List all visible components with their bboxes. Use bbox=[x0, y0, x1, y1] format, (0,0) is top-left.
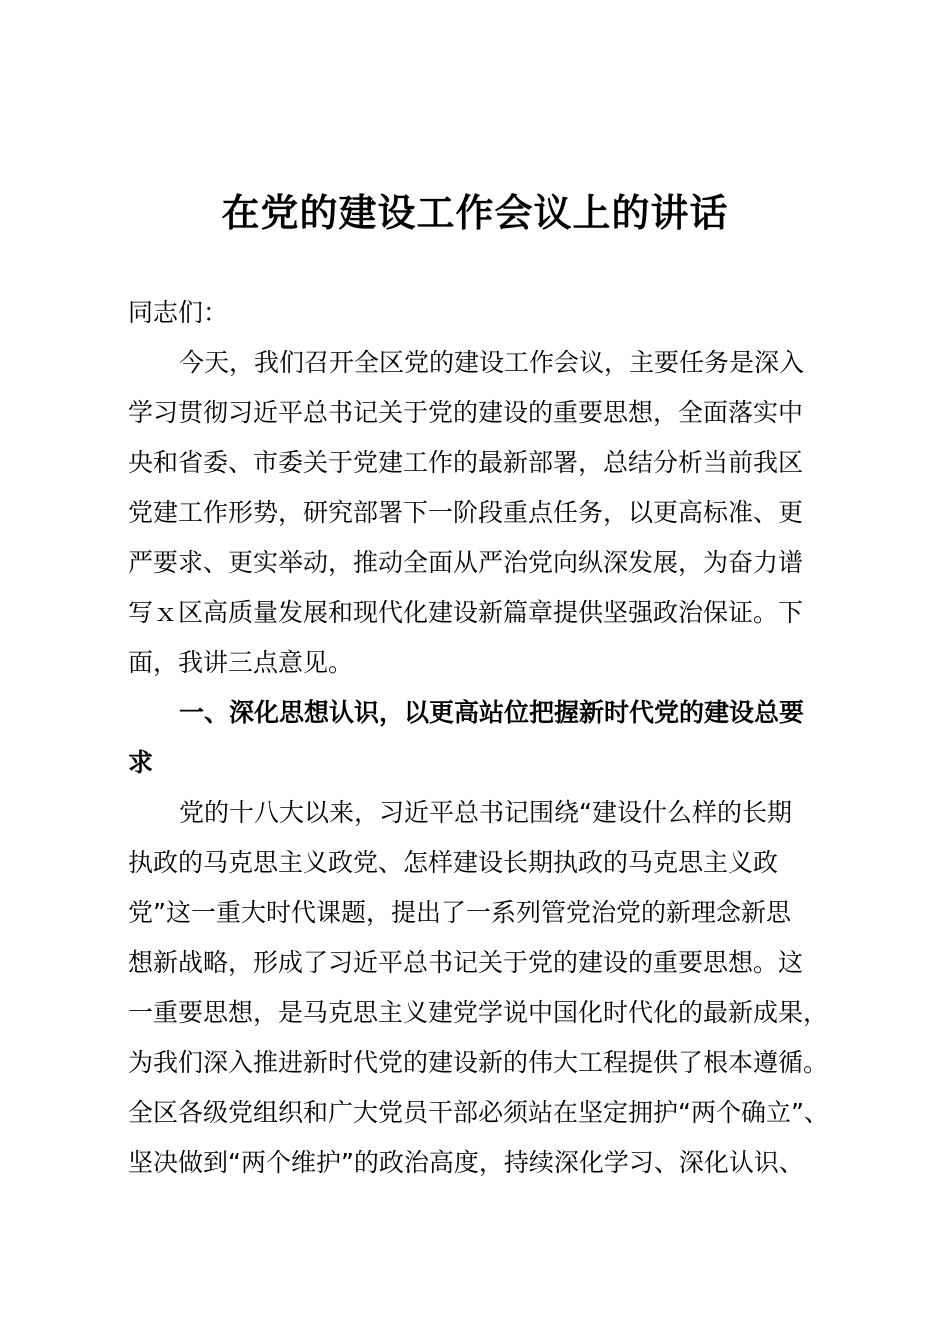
text-line: 今天，我们召开全区党的建设工作会议，主要任务是深入 bbox=[179, 348, 805, 377]
text-line: 一、深化思想认识，以更高站位把握新时代党的建设总要 bbox=[179, 698, 805, 727]
text-line: 全区各级党组织和广大党员干部必须站在坚定拥护“两个确立”、 bbox=[128, 1098, 829, 1127]
text-line: 坚决做到“两个维护”的政治高度，持续深化学习、深化认识、 bbox=[128, 1148, 804, 1177]
section-heading bbox=[128, 688, 848, 788]
document-title: 在党的建设工作会议上的讲话 bbox=[221, 190, 729, 235]
text-line: 党建工作形势，研究部署下一阶段重点任务，以更高标准、更 bbox=[128, 498, 804, 527]
text-line: 严要求、更实举动，推动全面从严治党向纵深发展，为奋力谱 bbox=[128, 548, 804, 577]
text-line: 党的十八大以来，习近平总书记围绕“建设什么样的长期 bbox=[179, 798, 792, 827]
text-line: 为我们深入推进新时代党的建设新的伟大工程提供了根本遵循。 bbox=[128, 1048, 829, 1077]
text-line: 执政的马克思主义政党、怎样建设长期执政的马克思主义政 bbox=[128, 848, 779, 877]
text-line: 想新战略，形成了习近平总书记关于党的建设的重要思想。这 bbox=[128, 948, 804, 977]
text-line: 央和省委、市委关于党建工作的最新部署，总结分析当前我区 bbox=[128, 448, 804, 477]
document-body bbox=[128, 288, 848, 1188]
paragraph bbox=[128, 788, 848, 1188]
text-line: 求 bbox=[128, 748, 154, 777]
text-line: 写ｘ区高质量发展和现代化建设新篇章提供坚强政治保证。下 bbox=[128, 598, 804, 627]
salutation bbox=[128, 288, 848, 338]
text-line: 一重要思想，是马克思主义建党学说中国化时代化的最新成果， bbox=[128, 998, 829, 1027]
paragraph bbox=[128, 338, 848, 688]
text-line: 同志们： bbox=[128, 298, 229, 327]
text-line: 党”这一重大时代课题，提出了一系列管党治党的新理念新思 bbox=[128, 898, 791, 927]
text-line: 面，我讲三点意见。 bbox=[128, 648, 354, 677]
text-line: 学习贯彻习近平总书记关于党的建设的重要思想，全面落实中 bbox=[128, 398, 804, 427]
